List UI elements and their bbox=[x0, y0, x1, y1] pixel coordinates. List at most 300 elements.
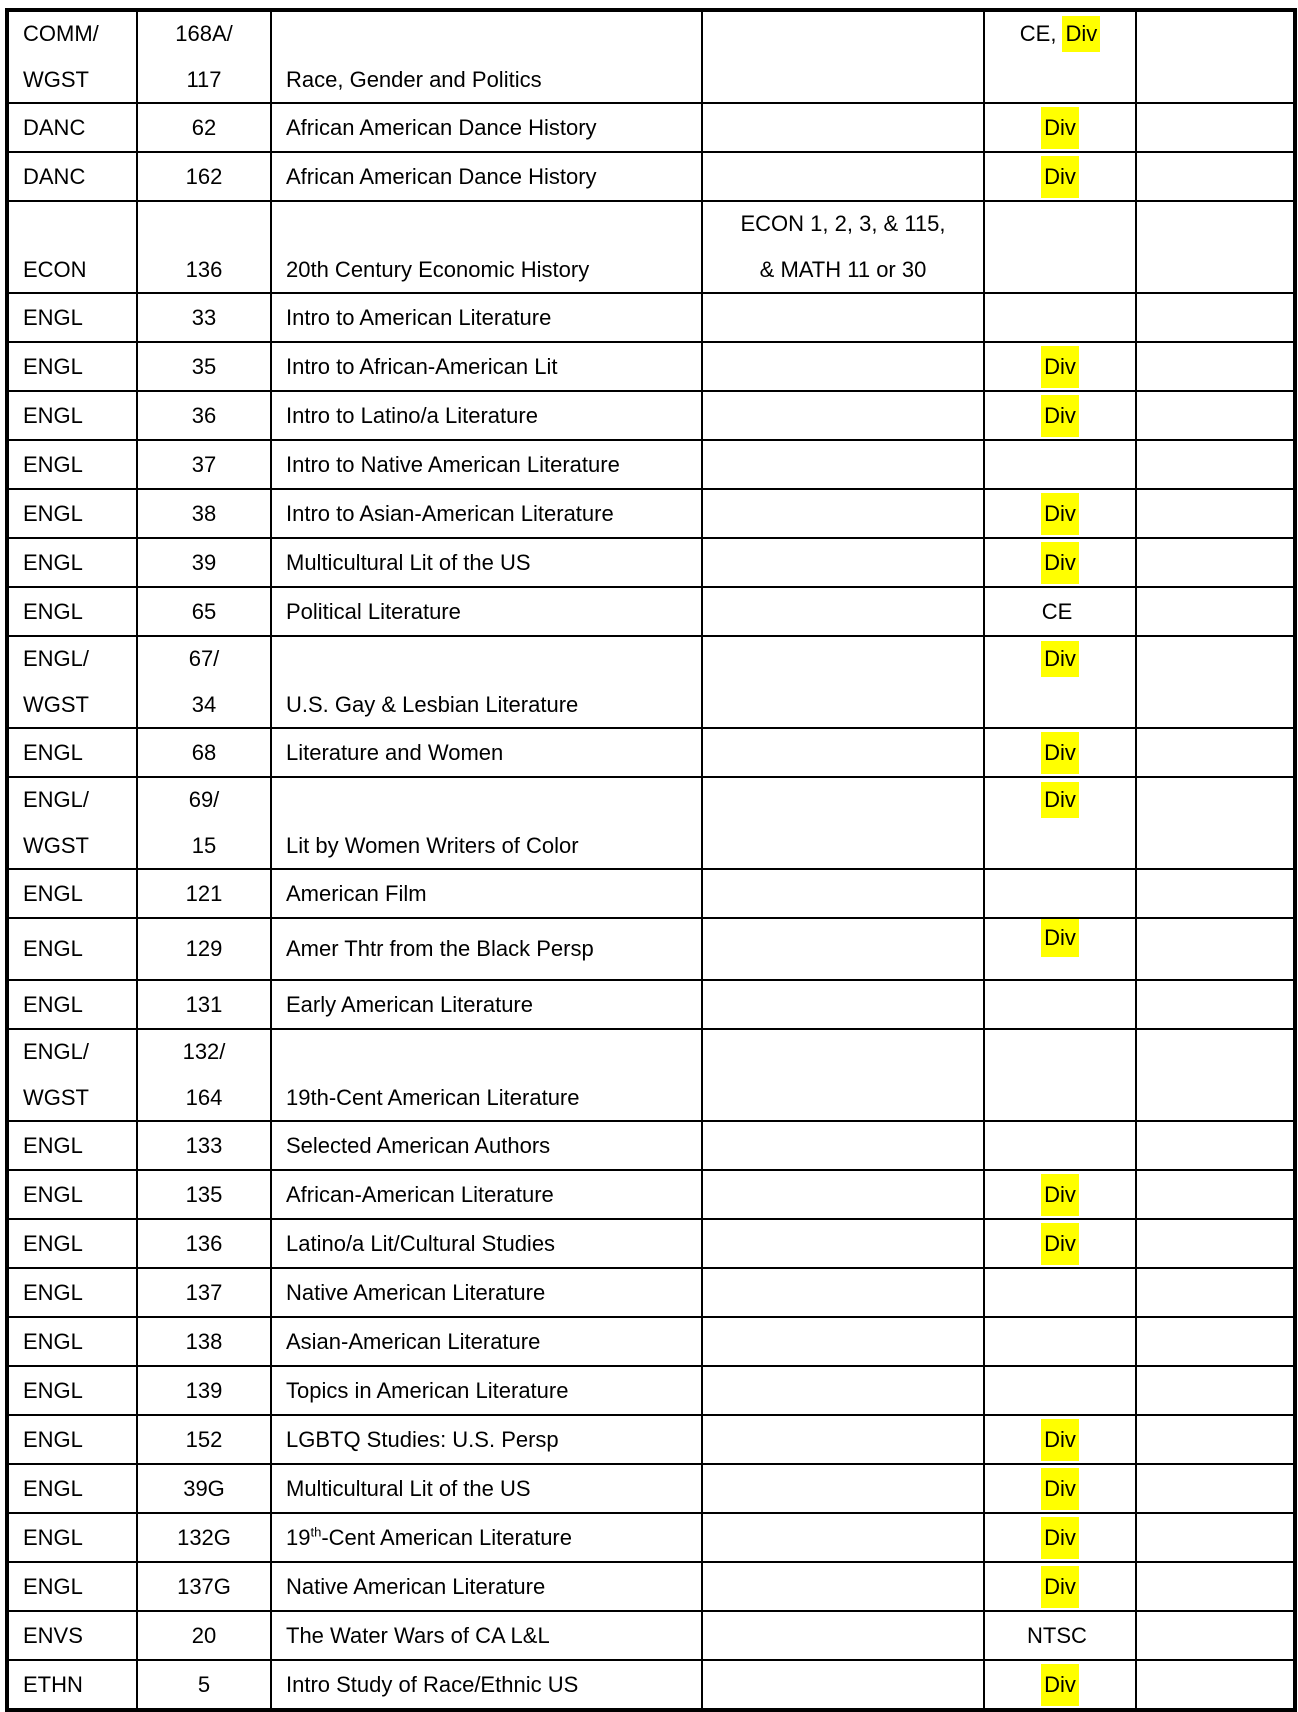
course-number-cell: 39G bbox=[137, 1464, 271, 1513]
cell-line: 168A/ bbox=[175, 21, 233, 46]
two-line-cell bbox=[703, 12, 983, 102]
title-cell: African American Dance History bbox=[271, 152, 702, 201]
highlighted-designation: Div bbox=[1041, 395, 1079, 437]
designation-cell bbox=[984, 1415, 1136, 1464]
prereq-cell bbox=[702, 1513, 984, 1562]
prereq-cell bbox=[702, 489, 984, 538]
two-line-cell bbox=[703, 637, 983, 727]
highlighted-designation: Div bbox=[1041, 1517, 1079, 1559]
highlighted-designation: Div bbox=[1041, 1566, 1079, 1608]
designation-cell bbox=[984, 1029, 1136, 1121]
table-row bbox=[7, 342, 1295, 391]
two-line-cell bbox=[985, 1030, 1135, 1120]
course-number-cell bbox=[137, 201, 271, 293]
course-number-cell: 121 bbox=[137, 869, 271, 918]
notes-cell bbox=[1136, 342, 1295, 391]
cell-line bbox=[286, 781, 701, 819]
cell-line bbox=[703, 1079, 983, 1117]
cell-line: ECON bbox=[23, 257, 87, 282]
cell-line bbox=[23, 205, 136, 243]
cell-line bbox=[985, 827, 1135, 865]
cell-line bbox=[985, 251, 1135, 289]
course-number-cell bbox=[137, 1029, 271, 1121]
table-row bbox=[7, 1170, 1295, 1219]
course-title: Race, Gender and Politics bbox=[286, 67, 542, 92]
two-line-cell bbox=[985, 202, 1135, 292]
two-line-cell bbox=[138, 12, 270, 102]
designation-cell bbox=[984, 1170, 1136, 1219]
designation-cell bbox=[984, 587, 1136, 636]
designation-cell bbox=[984, 1268, 1136, 1317]
prereq-cell bbox=[702, 1317, 984, 1366]
prereq-cell bbox=[702, 1562, 984, 1611]
table-row bbox=[7, 489, 1295, 538]
prereq-cell bbox=[702, 1415, 984, 1464]
two-line-cell bbox=[286, 1030, 701, 1120]
notes-cell bbox=[1136, 1121, 1295, 1170]
cell-line: 15 bbox=[191, 833, 217, 858]
course-table bbox=[5, 8, 1297, 1712]
designation-text: CE, bbox=[1019, 21, 1057, 46]
title-cell: American Film bbox=[271, 869, 702, 918]
cell-line: WGST bbox=[23, 692, 89, 717]
notes-cell bbox=[1136, 728, 1295, 777]
designation-cell bbox=[984, 980, 1136, 1029]
cell-line: COMM/ bbox=[23, 21, 99, 46]
prereq-cell bbox=[702, 103, 984, 152]
title-cell: Latino/a Lit/Cultural Studies bbox=[271, 1219, 702, 1268]
course-title: 20th Century Economic History bbox=[286, 257, 590, 282]
two-line-cell bbox=[286, 637, 701, 727]
dept-cell: ENGL bbox=[7, 440, 137, 489]
title-cell: Intro to Asian-American Literature bbox=[271, 489, 702, 538]
course-number-cell: 137 bbox=[137, 1268, 271, 1317]
table-row bbox=[7, 440, 1295, 489]
prereq-cell bbox=[702, 980, 984, 1029]
title-cell: Political Literature bbox=[271, 587, 702, 636]
course-title: 19th-Cent American Literature bbox=[286, 1085, 580, 1110]
cell-line bbox=[138, 205, 270, 243]
table-row bbox=[7, 1611, 1295, 1660]
table-row bbox=[7, 869, 1295, 918]
course-number-cell: 38 bbox=[137, 489, 271, 538]
cell-line: ENGL/ bbox=[23, 787, 90, 812]
course-number-cell: 132G bbox=[137, 1513, 271, 1562]
designation-cell bbox=[984, 293, 1136, 342]
designation-cell bbox=[984, 1366, 1136, 1415]
course-number-cell: 131 bbox=[137, 980, 271, 1029]
dept-cell: ENGL bbox=[7, 489, 137, 538]
dept-cell: ENGL bbox=[7, 1121, 137, 1170]
course-number-cell: 129 bbox=[137, 918, 271, 980]
course-number-cell: 37 bbox=[137, 440, 271, 489]
designation-cell bbox=[984, 728, 1136, 777]
dept-cell: ETHN bbox=[7, 1660, 137, 1710]
cell-line: WGST bbox=[23, 67, 89, 92]
designation-cell bbox=[984, 1562, 1136, 1611]
course-number-cell: 36 bbox=[137, 391, 271, 440]
dept-cell: ENGL bbox=[7, 1170, 137, 1219]
cell-line: ENGL/ bbox=[23, 1039, 90, 1064]
designation-cell bbox=[984, 391, 1136, 440]
prereq-cell bbox=[702, 1464, 984, 1513]
table-row bbox=[7, 1513, 1295, 1562]
prereq-cell bbox=[702, 587, 984, 636]
two-line-cell bbox=[23, 637, 136, 727]
title-cell: Native American Literature bbox=[271, 1562, 702, 1611]
dept-cell: ENGL bbox=[7, 980, 137, 1029]
cell-line: & MATH 11 or 30 bbox=[759, 257, 927, 282]
table-row bbox=[7, 1121, 1295, 1170]
notes-cell bbox=[1136, 1317, 1295, 1366]
notes-cell bbox=[1136, 391, 1295, 440]
cell-line: 132/ bbox=[182, 1039, 226, 1064]
prereq-cell bbox=[702, 1170, 984, 1219]
course-number-cell: 139 bbox=[137, 1366, 271, 1415]
table-row bbox=[7, 918, 1295, 980]
cell-line bbox=[985, 205, 1135, 243]
designation-cell bbox=[984, 10, 1136, 103]
notes-cell bbox=[1136, 1415, 1295, 1464]
notes-cell bbox=[1136, 1219, 1295, 1268]
table-row bbox=[7, 1562, 1295, 1611]
designation-cell bbox=[984, 777, 1136, 869]
dept-cell: ENGL bbox=[7, 293, 137, 342]
cell-line bbox=[286, 1033, 701, 1071]
cell-line bbox=[985, 686, 1135, 724]
designation-cell bbox=[984, 636, 1136, 728]
two-line-cell bbox=[286, 778, 701, 868]
designation-cell bbox=[984, 1121, 1136, 1170]
designation-cell bbox=[984, 489, 1136, 538]
course-table-body bbox=[7, 10, 1295, 1710]
highlighted-designation: Div bbox=[1041, 919, 1079, 957]
course-number-cell: 138 bbox=[137, 1317, 271, 1366]
prereq-cell bbox=[702, 201, 984, 293]
two-line-cell bbox=[23, 12, 136, 102]
table-row bbox=[7, 391, 1295, 440]
notes-cell bbox=[1136, 918, 1295, 980]
course-number-cell: 133 bbox=[137, 1121, 271, 1170]
notes-cell bbox=[1136, 1170, 1295, 1219]
dept-cell bbox=[7, 636, 137, 728]
highlighted-designation: Div bbox=[1041, 156, 1079, 198]
prereq-cell bbox=[702, 293, 984, 342]
title-cell: Intro to American Literature bbox=[271, 293, 702, 342]
course-title: Lit by Women Writers of Color bbox=[286, 833, 579, 858]
designation-cell bbox=[984, 440, 1136, 489]
two-line-cell bbox=[985, 12, 1135, 102]
course-number-cell: 136 bbox=[137, 1219, 271, 1268]
superscript-text: th bbox=[310, 1524, 322, 1540]
prereq-cell bbox=[702, 1219, 984, 1268]
title-cell bbox=[271, 10, 702, 103]
notes-cell bbox=[1136, 1268, 1295, 1317]
designation-cell bbox=[984, 1317, 1136, 1366]
cell-line: 34 bbox=[191, 692, 217, 717]
two-line-cell bbox=[286, 12, 701, 102]
cell-line: 136 bbox=[185, 257, 223, 282]
dept-cell: ENGL bbox=[7, 1317, 137, 1366]
title-cell: Literature and Women bbox=[271, 728, 702, 777]
title-cell bbox=[271, 636, 702, 728]
cell-line: 67/ bbox=[188, 646, 220, 671]
prereq-cell bbox=[702, 538, 984, 587]
highlighted-designation: Div bbox=[1062, 16, 1100, 52]
cell-line: WGST bbox=[23, 833, 89, 858]
highlighted-designation: Div bbox=[1041, 641, 1079, 677]
dept-cell: ENGL bbox=[7, 391, 137, 440]
table-row bbox=[7, 777, 1295, 869]
two-line-cell bbox=[138, 637, 270, 727]
two-line-cell bbox=[286, 202, 701, 292]
course-number-cell: 135 bbox=[137, 1170, 271, 1219]
table-row bbox=[7, 293, 1295, 342]
prereq-cell bbox=[702, 1121, 984, 1170]
cell-line bbox=[703, 15, 983, 53]
notes-cell bbox=[1136, 440, 1295, 489]
dept-cell: ENGL bbox=[7, 1366, 137, 1415]
table-row bbox=[7, 103, 1295, 152]
course-number-cell: 162 bbox=[137, 152, 271, 201]
notes-cell bbox=[1136, 636, 1295, 728]
two-line-cell bbox=[138, 778, 270, 868]
course-number-cell: 152 bbox=[137, 1415, 271, 1464]
prereq-cell bbox=[702, 152, 984, 201]
dept-cell: ENGL bbox=[7, 728, 137, 777]
cell-line bbox=[985, 1033, 1135, 1071]
prereq-cell bbox=[702, 10, 984, 103]
prereq-cell bbox=[702, 1611, 984, 1660]
course-title: U.S. Gay & Lesbian Literature bbox=[286, 692, 579, 717]
cell-line bbox=[985, 61, 1135, 99]
notes-cell bbox=[1136, 201, 1295, 293]
course-number-cell: 35 bbox=[137, 342, 271, 391]
two-line-cell bbox=[985, 637, 1135, 727]
course-number-cell: 68 bbox=[137, 728, 271, 777]
highlighted-designation: Div bbox=[1041, 732, 1079, 774]
dept-cell: DANC bbox=[7, 103, 137, 152]
designation-cell bbox=[984, 869, 1136, 918]
course-number-cell: 39 bbox=[137, 538, 271, 587]
two-line-cell bbox=[703, 1030, 983, 1120]
highlighted-designation: Div bbox=[1041, 1223, 1079, 1265]
dept-cell bbox=[7, 10, 137, 103]
table-row bbox=[7, 587, 1295, 636]
prereq-cell bbox=[702, 1029, 984, 1121]
table-row bbox=[7, 1219, 1295, 1268]
notes-cell bbox=[1136, 1562, 1295, 1611]
course-number-cell bbox=[137, 777, 271, 869]
title-cell: Intro to African-American Lit bbox=[271, 342, 702, 391]
course-number-cell: 20 bbox=[137, 1611, 271, 1660]
cell-line bbox=[985, 640, 1135, 678]
dept-cell: ENGL bbox=[7, 918, 137, 980]
table-row bbox=[7, 538, 1295, 587]
cell-line bbox=[985, 15, 1135, 53]
designation-text: CE bbox=[1041, 598, 1073, 624]
two-line-cell bbox=[23, 778, 136, 868]
prereq-cell bbox=[702, 869, 984, 918]
title-cell: Multicultural Lit of the US bbox=[271, 538, 702, 587]
cell-line bbox=[703, 827, 983, 865]
highlighted-designation: Div bbox=[1041, 107, 1079, 149]
highlighted-designation: Div bbox=[1041, 1419, 1079, 1461]
designation-text: NTSC bbox=[1027, 1622, 1087, 1648]
cell-line bbox=[703, 781, 983, 819]
table-row bbox=[7, 1268, 1295, 1317]
notes-cell bbox=[1136, 1611, 1295, 1660]
cell-line bbox=[286, 15, 701, 53]
cell-line bbox=[286, 640, 701, 678]
prereq-cell bbox=[702, 777, 984, 869]
table-row bbox=[7, 728, 1295, 777]
dept-cell: ENGL bbox=[7, 1513, 137, 1562]
cell-line bbox=[985, 781, 1135, 819]
designation-cell bbox=[984, 152, 1136, 201]
designation-cell bbox=[984, 1219, 1136, 1268]
dept-cell: DANC bbox=[7, 152, 137, 201]
notes-cell bbox=[1136, 980, 1295, 1029]
two-line-cell bbox=[703, 202, 983, 292]
title-cell: African-American Literature bbox=[271, 1170, 702, 1219]
title-cell: Early American Literature bbox=[271, 980, 702, 1029]
title-cell bbox=[271, 201, 702, 293]
cell-line: ECON 1, 2, 3, & 115, bbox=[740, 211, 946, 236]
notes-cell bbox=[1136, 1029, 1295, 1121]
designation-cell bbox=[984, 1611, 1136, 1660]
title-cell: Asian-American Literature bbox=[271, 1317, 702, 1366]
dept-cell: ENGL bbox=[7, 869, 137, 918]
designation-cell bbox=[984, 342, 1136, 391]
highlighted-designation: Div bbox=[1041, 1664, 1079, 1706]
title-cell: Selected American Authors bbox=[271, 1121, 702, 1170]
highlighted-designation: Div bbox=[1041, 493, 1079, 535]
dept-cell: ENGL bbox=[7, 538, 137, 587]
notes-cell bbox=[1136, 1464, 1295, 1513]
title-cell: Intro to Latino/a Literature bbox=[271, 391, 702, 440]
cell-line: 69/ bbox=[188, 787, 220, 812]
two-line-cell bbox=[138, 1030, 270, 1120]
cell-line bbox=[703, 686, 983, 724]
dept-cell bbox=[7, 1029, 137, 1121]
table-row bbox=[7, 1366, 1295, 1415]
notes-cell bbox=[1136, 489, 1295, 538]
prereq-cell bbox=[702, 342, 984, 391]
notes-cell bbox=[1136, 1513, 1295, 1562]
title-cell: The Water Wars of CA L&L bbox=[271, 1611, 702, 1660]
designation-cell bbox=[984, 538, 1136, 587]
course-number-cell: 5 bbox=[137, 1660, 271, 1710]
table-row bbox=[7, 1464, 1295, 1513]
two-line-cell bbox=[703, 778, 983, 868]
table-row bbox=[7, 636, 1295, 728]
cell-line bbox=[703, 640, 983, 678]
cell-line: 164 bbox=[185, 1085, 223, 1110]
course-number-cell: 137G bbox=[137, 1562, 271, 1611]
highlighted-designation: Div bbox=[1041, 782, 1079, 818]
dept-cell: ENGL bbox=[7, 1464, 137, 1513]
table-row bbox=[7, 1029, 1295, 1121]
notes-cell bbox=[1136, 538, 1295, 587]
notes-cell bbox=[1136, 10, 1295, 103]
dept-cell: ENVS bbox=[7, 1611, 137, 1660]
dept-cell bbox=[7, 777, 137, 869]
title-cell bbox=[271, 777, 702, 869]
title-cell: Native American Literature bbox=[271, 1268, 702, 1317]
dept-cell: ENGL bbox=[7, 1562, 137, 1611]
cell-line: WGST bbox=[23, 1085, 89, 1110]
two-line-cell bbox=[23, 202, 136, 292]
course-number-cell bbox=[137, 636, 271, 728]
title-cell: Intro Study of Race/Ethnic US bbox=[271, 1660, 702, 1710]
cell-line bbox=[703, 61, 983, 99]
two-line-cell bbox=[138, 202, 270, 292]
table-row bbox=[7, 1415, 1295, 1464]
title-cell bbox=[271, 1029, 702, 1121]
table-row bbox=[7, 10, 1295, 103]
prereq-cell bbox=[702, 1268, 984, 1317]
table-row bbox=[7, 1317, 1295, 1366]
cell-line: 117 bbox=[186, 67, 222, 92]
highlighted-designation: Div bbox=[1041, 346, 1079, 388]
notes-cell bbox=[1136, 869, 1295, 918]
dept-cell bbox=[7, 201, 137, 293]
dept-cell: ENGL bbox=[7, 587, 137, 636]
highlighted-designation: Div bbox=[1041, 1174, 1079, 1216]
title-cell: Topics in American Literature bbox=[271, 1366, 702, 1415]
notes-cell bbox=[1136, 152, 1295, 201]
course-number-cell: 65 bbox=[137, 587, 271, 636]
dept-cell: ENGL bbox=[7, 1415, 137, 1464]
course-number-cell: 62 bbox=[137, 103, 271, 152]
title-cell: Intro to Native American Literature bbox=[271, 440, 702, 489]
notes-cell bbox=[1136, 103, 1295, 152]
notes-cell bbox=[1136, 777, 1295, 869]
prereq-cell bbox=[702, 440, 984, 489]
dept-cell: ENGL bbox=[7, 1219, 137, 1268]
title-cell: LGBTQ Studies: U.S. Persp bbox=[271, 1415, 702, 1464]
two-line-cell bbox=[985, 778, 1135, 868]
highlighted-designation: Div bbox=[1041, 1468, 1079, 1510]
prereq-cell bbox=[702, 1366, 984, 1415]
dept-cell: ENGL bbox=[7, 1268, 137, 1317]
prereq-cell bbox=[702, 636, 984, 728]
highlighted-designation: Div bbox=[1041, 542, 1079, 584]
prereq-cell bbox=[702, 391, 984, 440]
cell-line bbox=[703, 1033, 983, 1071]
table-row bbox=[7, 152, 1295, 201]
prereq-cell bbox=[702, 918, 984, 980]
title-cell: 19th-Cent American Literature bbox=[271, 1513, 702, 1562]
designation-cell bbox=[984, 201, 1136, 293]
notes-cell bbox=[1136, 1366, 1295, 1415]
designation-cell bbox=[984, 1513, 1136, 1562]
title-cell: Amer Thtr from the Black Persp bbox=[271, 918, 702, 980]
cell-line bbox=[286, 205, 701, 243]
course-number-cell: 33 bbox=[137, 293, 271, 342]
designation-cell bbox=[984, 918, 1136, 980]
designation-cell bbox=[984, 1464, 1136, 1513]
two-line-cell bbox=[23, 1030, 136, 1120]
cell-line: ENGL/ bbox=[23, 646, 90, 671]
cell-line bbox=[985, 1079, 1135, 1117]
notes-cell bbox=[1136, 293, 1295, 342]
prereq-cell bbox=[702, 728, 984, 777]
title-cell: African American Dance History bbox=[271, 103, 702, 152]
notes-cell bbox=[1136, 587, 1295, 636]
course-number-cell bbox=[137, 10, 271, 103]
